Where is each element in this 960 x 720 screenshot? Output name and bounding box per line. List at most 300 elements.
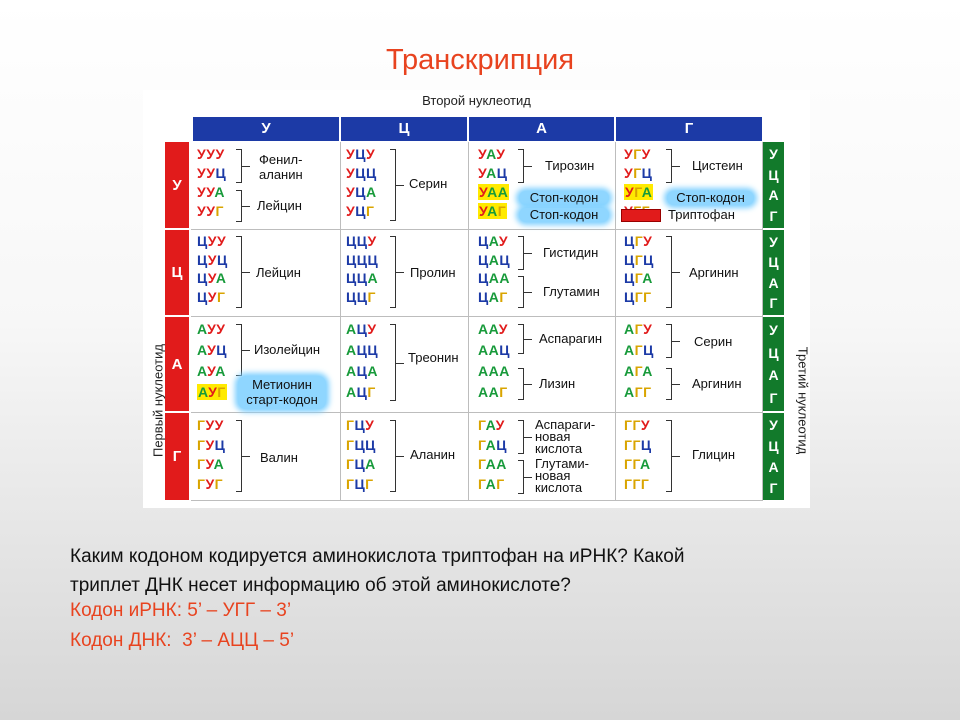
amino-acid-label: Гистидин [543, 245, 599, 260]
nucleotide: Г [496, 475, 505, 492]
nucleotide: У [205, 456, 214, 472]
nucleotide: У [215, 146, 225, 162]
nucleotide: Ц [641, 165, 653, 181]
nucleotide: А [346, 384, 357, 400]
nucleotide: А [478, 363, 489, 379]
codon [197, 268, 227, 288]
third-letter: У [769, 234, 778, 251]
codon [478, 182, 509, 202]
nucleotide: А [365, 184, 377, 200]
nucleotide: У [207, 270, 216, 286]
nucleotide: А [486, 165, 497, 181]
nucleotide: Г [634, 384, 644, 400]
nucleotide: А [197, 363, 208, 379]
nucleotide: А [640, 456, 651, 472]
nucleotide: А [624, 384, 635, 400]
bracket [390, 236, 396, 308]
nucleotide: У [495, 417, 505, 433]
third-col-A [763, 317, 784, 411]
nucleotide: А [346, 342, 357, 358]
amino-acid-label: аланин [259, 167, 303, 182]
nucleotide: А [488, 321, 499, 337]
codon [346, 201, 374, 221]
nucleotide: Ц [356, 288, 368, 305]
codon [197, 287, 225, 307]
nucleotide: У [216, 233, 227, 249]
nucleotide: Ц [356, 251, 368, 268]
amino-acid-label: Валин [260, 450, 298, 465]
codon [478, 415, 505, 435]
nucleotide: А [197, 321, 208, 337]
nucleotide: Ц [643, 251, 654, 268]
nucleotide: А [485, 475, 497, 492]
nucleotide: У [346, 146, 356, 162]
nucleotide: Ц [365, 436, 376, 453]
nucleotide: Ц [643, 342, 654, 358]
nucleotide: У [197, 146, 207, 162]
row-header-C: Ц [165, 230, 189, 315]
col-header-U: У [193, 117, 339, 141]
nucleotide: У [498, 321, 508, 337]
nucleotide: Г [633, 165, 642, 181]
nucleotide: А [478, 342, 489, 358]
nucleotide: Г [214, 475, 224, 492]
codon [624, 454, 651, 474]
nucleotide: У [496, 146, 506, 162]
nucleotide: У [205, 475, 215, 492]
codon [478, 144, 505, 164]
codon [624, 287, 652, 307]
nucleotide: Ц [346, 251, 357, 268]
codon [624, 163, 652, 183]
codon [197, 144, 225, 164]
amino-acid-label: Лейцин [256, 265, 301, 280]
bracket [518, 368, 524, 400]
nucleotide: У [197, 203, 207, 219]
codon [624, 182, 653, 202]
amino-acid-label: Аргинин [689, 265, 739, 280]
bracket [390, 324, 396, 401]
codon [346, 474, 374, 494]
codon [478, 382, 508, 402]
nucleotide: Ц [354, 436, 366, 453]
bracket [236, 324, 242, 376]
nucleotide: А [488, 270, 500, 286]
col-header-G: Г [616, 117, 762, 141]
codon [624, 231, 652, 251]
amino-acid-label: Серин [409, 176, 448, 191]
amino-acid-label: Пролин [410, 265, 456, 280]
nucleotide: У [643, 321, 653, 337]
nucleotide: Ц [346, 288, 357, 305]
codon [197, 361, 226, 381]
nucleotide: Г [197, 417, 206, 433]
stop-codon-label: Стоп-кодон [667, 191, 754, 205]
nucleotide: Ц [356, 233, 368, 249]
answer-dna: Кодон ДНК: 3’ – АЦЦ – 5’ [70, 630, 295, 651]
nucleotide: А [488, 363, 500, 379]
nucleotide: Ц [496, 165, 508, 181]
codon [197, 319, 226, 339]
nucleotide: А [346, 321, 357, 337]
bracket [518, 276, 524, 308]
codon [478, 361, 510, 381]
nucleotide: Ц [640, 436, 652, 453]
nucleotide: У [346, 165, 356, 181]
nucleotide: Ц [356, 270, 368, 286]
codon [197, 340, 227, 360]
codon [197, 382, 227, 402]
bracket [390, 420, 396, 492]
nucleotide: У [624, 165, 634, 181]
nucleotide: Г [643, 384, 652, 400]
question-line1: Каким кодоном кодируется аминокислота триптофан на иРНК? Какой [70, 546, 685, 567]
nucleotide: У [197, 184, 207, 200]
codon [346, 361, 378, 381]
nucleotide: Ц [496, 436, 507, 453]
nucleotide: А [496, 456, 507, 472]
bracket [390, 149, 396, 221]
nucleotide: Г [634, 251, 644, 268]
nucleotide: Г [346, 436, 355, 453]
third-letter: Ц [768, 438, 779, 455]
nucleotide: У [206, 165, 216, 181]
bracket [236, 149, 242, 183]
nucleotide: А [478, 384, 489, 400]
codon [478, 268, 510, 288]
row-header-A: А [165, 317, 189, 411]
nucleotide: А [485, 417, 496, 433]
nucleotide: А [488, 233, 499, 249]
codon [197, 474, 223, 494]
codon [478, 454, 507, 474]
bracket [518, 149, 524, 183]
nucleotide: А [215, 363, 226, 379]
codon [346, 415, 374, 435]
third-col-U [763, 142, 784, 228]
nucleotide: Г [365, 203, 375, 219]
nucleotide: У [367, 321, 377, 337]
answer-mrna: Кодон иРНК: 5’ – УГГ – 3’ [70, 600, 292, 621]
nucleotide: Ц [354, 417, 366, 433]
nucleotide: Ц [356, 342, 368, 358]
third-letter: Ц [768, 166, 779, 183]
nucleotide: А [215, 270, 227, 286]
third-letter: А [768, 458, 779, 475]
nucleotide: У [207, 363, 216, 379]
bracket [666, 236, 672, 308]
nucleotide: Г [634, 270, 643, 286]
nucleotide: А [367, 363, 378, 379]
nucleotide: Г [365, 475, 374, 492]
start-codon-line2: старт-кодон [246, 392, 318, 407]
amino-acid-label: Серин [694, 334, 733, 349]
nucleotide: У [641, 146, 651, 162]
amino-acid-label [535, 458, 589, 494]
nucleotide: Ц [356, 363, 368, 379]
nucleotide: У [205, 436, 215, 453]
third-letter: У [769, 146, 778, 163]
amino-acid-label: Фенил- [259, 152, 303, 167]
third-letter: У [769, 417, 778, 434]
nucleotide: Ц [478, 251, 489, 268]
nucleotide: А [624, 321, 635, 337]
nucleotide: У [207, 288, 217, 305]
nucleotide: А [486, 146, 497, 162]
nucleotide: А [642, 363, 653, 379]
amino-acid-label: Глицин [692, 447, 736, 462]
codon [624, 415, 650, 435]
codon [346, 250, 378, 270]
nucleotide: У [478, 165, 487, 181]
third-letter: Ц [768, 344, 779, 361]
codon [478, 435, 507, 455]
nucleotide: У [207, 233, 217, 249]
nucleotide: Ц [197, 270, 208, 286]
nucleotide: У [479, 203, 488, 219]
nucleotide: У [346, 203, 356, 219]
nucleotide: Ц [367, 342, 379, 358]
codon [197, 201, 224, 221]
nucleotide: Ц [624, 288, 635, 305]
codon [624, 144, 651, 164]
nucleotide: Ц [216, 251, 228, 268]
nucleotide: У [207, 251, 217, 268]
codon [346, 340, 378, 360]
nucleotide: Г [634, 184, 642, 200]
nucleotide: У [216, 321, 226, 337]
nucleotide: Г [624, 417, 633, 433]
nucleotide: Ц [214, 436, 226, 453]
codon [346, 435, 376, 455]
codon [346, 144, 375, 164]
nucleotide: Ц [499, 342, 510, 358]
codon [197, 454, 224, 474]
nucleotide: Ц [356, 384, 368, 400]
amino-acid-label: Тирозин [545, 158, 595, 173]
start-codon-label [238, 376, 326, 409]
aa-line: новая [535, 468, 571, 483]
nucleotide: А [487, 184, 498, 200]
amino-acid-label: Лейцин [257, 198, 302, 213]
bracket [518, 420, 524, 454]
third-letter: Г [769, 294, 778, 311]
third-col-G [763, 413, 784, 500]
nucleotide: Ц [346, 233, 357, 249]
codon [624, 361, 653, 381]
third-letter: А [768, 187, 779, 204]
third-letter: А [768, 367, 779, 384]
nucleotide: А [346, 363, 357, 379]
nucleotide: Г [346, 417, 355, 433]
codon [624, 268, 653, 288]
nucleotide: Ц [197, 251, 208, 268]
nucleotide: Ц [355, 146, 366, 162]
nucleotide: А [499, 270, 510, 286]
col-header-A: А [469, 117, 614, 141]
nucleotide: Г [634, 321, 644, 337]
amino-acid-label: Аргинин [692, 376, 742, 391]
codon [478, 340, 510, 360]
codon [478, 201, 507, 221]
nucleotide: Ц [356, 321, 368, 337]
nucleotide: Г [624, 475, 633, 492]
nucleotide: Ц [215, 165, 227, 181]
nucleotide: Ц [624, 270, 635, 286]
question-line2: триплет ДНК несет информацию об этой аминокислоте? [70, 575, 571, 596]
codon [478, 231, 508, 251]
amino-acid-label: Аланин [410, 447, 456, 462]
bracket [518, 324, 524, 354]
nucleotide: А [488, 384, 500, 400]
nucleotide: А [365, 456, 376, 472]
nucleotide: У [365, 417, 375, 433]
nucleotide: А [478, 321, 489, 337]
codon [197, 163, 226, 183]
nucleotide: Г [346, 475, 355, 492]
aa-line: кислота [535, 480, 583, 495]
third-col-C [763, 230, 784, 315]
codon [346, 268, 378, 288]
nucleotide: У [367, 233, 377, 249]
nucleotide: Г [215, 203, 224, 219]
nucleotide: Г [197, 436, 206, 453]
bracket [666, 420, 672, 492]
col-header-C: Ц [341, 117, 467, 141]
nucleotide: У [498, 233, 509, 249]
codon [346, 231, 377, 251]
nucleotide: Ц [478, 270, 489, 286]
nucleotide: А [642, 270, 653, 286]
row-header-U: У [165, 142, 189, 228]
nucleotide: У [197, 165, 207, 181]
nucleotide: Ц [365, 165, 377, 181]
amino-acid-label: Цистеин [692, 158, 743, 173]
nucleotide: У [479, 184, 488, 200]
nucleotide: Г [632, 436, 641, 453]
bracket [666, 368, 672, 400]
nucleotide: У [207, 342, 217, 358]
nucleotide: Г [367, 384, 376, 400]
third-letter: У [769, 322, 778, 339]
slide-title: Транскрипция [385, 44, 575, 76]
codon [346, 454, 376, 474]
nucleotide: А [367, 270, 379, 286]
nucleotide: А [213, 456, 225, 472]
nucleotide: Г [632, 475, 641, 492]
nucleotide: У [206, 203, 216, 219]
aa-line: Глутами- [535, 456, 589, 471]
aa-line: новая [535, 429, 571, 444]
nucleotide: У [208, 384, 218, 400]
nucleotide: Г [499, 288, 508, 305]
third-letter: Г [769, 389, 778, 406]
nucleotide: А [488, 288, 500, 305]
codon [346, 182, 377, 202]
start-codon-line1: Метионин [252, 377, 312, 392]
amino-acid-label: Треонин [408, 350, 459, 365]
nucleotide: Ц [355, 203, 366, 219]
bracket [236, 190, 242, 222]
codon [624, 382, 652, 402]
nucleotide: А [485, 456, 497, 472]
codon [197, 435, 225, 455]
codon [624, 340, 654, 360]
nucleotide: Г [197, 456, 206, 472]
bracket [666, 149, 672, 183]
nucleotide: А [624, 363, 635, 379]
nucleotide: У [365, 146, 376, 162]
third-letter: Ц [768, 254, 779, 271]
codon [478, 163, 508, 183]
third-letter: Г [769, 479, 778, 496]
nucleotide: А [488, 342, 500, 358]
nucleotide: Г [632, 417, 641, 433]
nucleotide: А [487, 203, 498, 219]
nucleotide: А [485, 436, 497, 453]
row-header-G: Г [165, 413, 189, 500]
nucleotide: Г [197, 475, 206, 492]
nucleotide: У [205, 417, 215, 433]
nucleotide: Ц [346, 270, 357, 286]
nucleotide: Ц [478, 233, 489, 249]
nucleotide: А [641, 184, 653, 200]
codon [346, 287, 376, 307]
nucleotide: А [197, 342, 208, 358]
nucleotide: У [643, 233, 653, 249]
nucleotide: Ц [624, 233, 635, 249]
nucleotide: Ц [216, 342, 228, 358]
nucleotide: Г [367, 288, 376, 305]
nucleotide: Г [216, 288, 226, 305]
codon [478, 287, 508, 307]
nucleotide: Ц [354, 475, 366, 492]
nucleotide: Ц [355, 184, 366, 200]
codon [624, 474, 649, 494]
amino-acid-label: Триптофан [668, 207, 735, 222]
codon [346, 382, 376, 402]
third-letter: Г [769, 207, 778, 224]
nucleotide: Г [632, 456, 640, 472]
nucleotide: Г [346, 456, 355, 472]
nucleotide: У [206, 184, 215, 200]
nucleotide: Г [634, 233, 644, 249]
codon [624, 319, 652, 339]
nucleotide: Г [499, 384, 508, 400]
nucleotide: А [624, 342, 635, 358]
nucleotide: У [214, 417, 224, 433]
nucleotide: У [207, 321, 217, 337]
nucleotide: У [624, 146, 634, 162]
first-nucleotide-label: Первый нуклеотид [150, 344, 166, 458]
codon [197, 250, 228, 270]
nucleotide: Ц [499, 251, 511, 268]
nucleotide: Г [634, 342, 644, 358]
third-letter: А [768, 274, 779, 291]
second-nucleotide-label: Второй нуклеотид [422, 93, 531, 108]
codon [197, 182, 225, 202]
stop-codon-label: Стоп-кодон [519, 191, 609, 205]
nucleotide: У [640, 417, 651, 433]
codon [478, 250, 510, 270]
bracket [236, 420, 242, 492]
amino-acid-label: Изолейцин [254, 342, 321, 357]
nucleotide: Г [634, 363, 643, 379]
codon [624, 250, 654, 270]
nucleotide: У [478, 146, 487, 162]
amino-acid-label: Глутамин [543, 284, 600, 299]
nucleotide: Г [478, 475, 486, 492]
